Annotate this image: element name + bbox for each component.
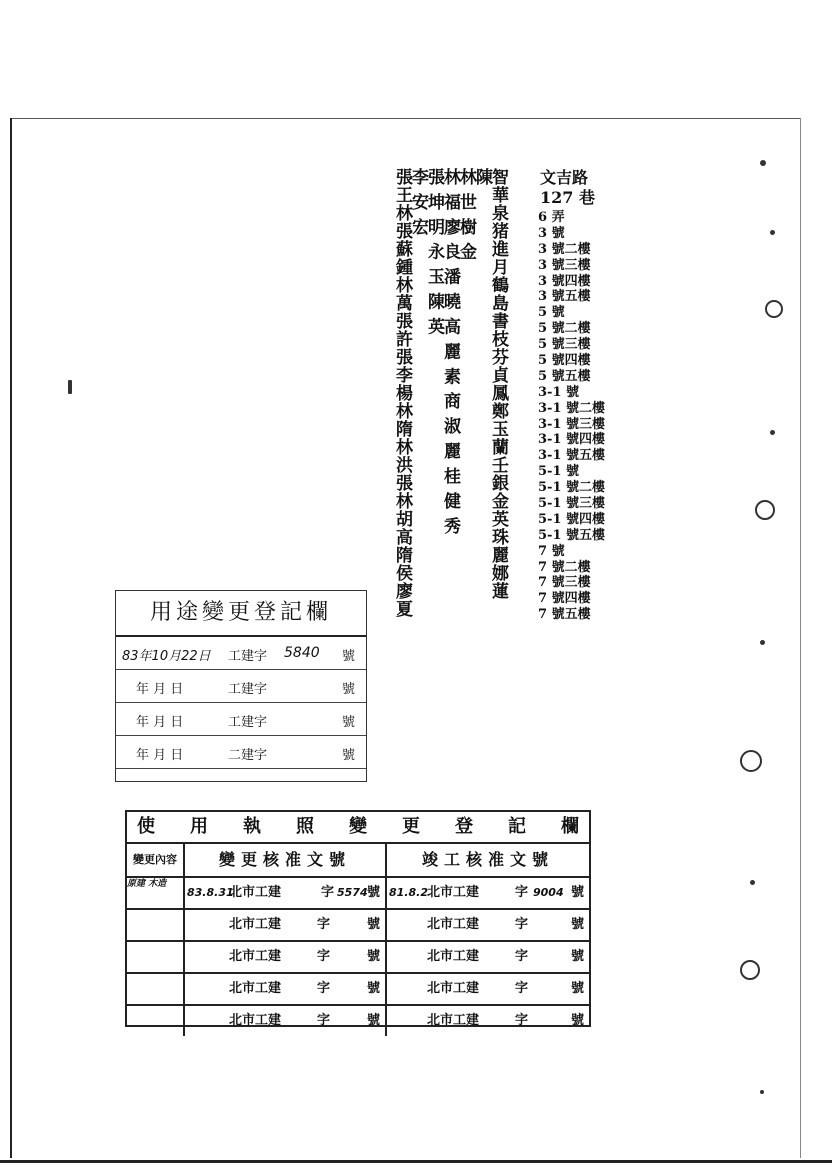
usage-stamp-row <box>116 703 366 736</box>
completion-org: 北市工建 <box>427 885 480 900</box>
completion-cell <box>387 942 589 972</box>
owner-name-column: 李 安 宏 <box>408 168 428 236</box>
title-char: 記 <box>508 816 526 837</box>
title-char: 使 <box>137 816 155 837</box>
approval-org: 北市工建 <box>229 981 282 996</box>
usage-suffix: 號 <box>342 715 356 730</box>
completion-cell <box>387 910 589 940</box>
approval-zi: 字 <box>317 949 331 964</box>
owner-name-column: 陳 <box>472 168 492 186</box>
approval-cell <box>185 974 387 1004</box>
usage-date: 年 月 日 <box>136 682 184 697</box>
change-content <box>127 910 185 940</box>
change-content <box>127 942 185 972</box>
address-list <box>538 210 638 623</box>
address-line: 5 號二樓 <box>538 321 591 337</box>
approval-cell <box>185 878 387 908</box>
approval-hao: 號 <box>367 949 381 964</box>
address-line: 3 號 <box>538 225 565 241</box>
title-char: 用 <box>190 816 208 837</box>
completion-hao: 號 <box>571 885 585 900</box>
address-lane: 127 巷 <box>540 188 595 207</box>
address-line: 3 號三樓 <box>538 257 591 273</box>
completion-zi: 字 <box>515 1013 529 1028</box>
title-char: 更 <box>402 816 420 837</box>
address-line: 5-1 號 <box>538 464 580 480</box>
usage-suffix: 號 <box>342 748 356 763</box>
address-line: 5-1 號二樓 <box>538 480 606 496</box>
completion-hao: 號 <box>571 949 585 964</box>
header-change-content: 變更內容 <box>127 844 185 876</box>
address-line: 3 號四樓 <box>538 273 591 289</box>
completion-hao: 號 <box>571 917 585 932</box>
license-stamp-header-row <box>127 844 589 878</box>
completion-zi: 字 <box>515 981 529 996</box>
usage-ref: 工建字 <box>228 715 268 730</box>
address-line: 6 弄 <box>538 210 565 225</box>
change-content <box>127 1006 185 1036</box>
usage-stamp-title: 用途變更登記欄 <box>116 591 366 637</box>
completion-date: 81.8.2 <box>389 886 428 899</box>
title-char: 執 <box>243 816 261 837</box>
address-line: 7 號 <box>538 543 565 559</box>
usage-stamp-row <box>116 637 366 670</box>
usage-ref: 二建字 <box>228 748 268 763</box>
address-line: 3 號二樓 <box>538 241 591 257</box>
address-line: 5 號三樓 <box>538 337 591 353</box>
usage-stamp-row <box>116 736 366 769</box>
address-line: 5 號五樓 <box>538 368 591 384</box>
approval-cell <box>185 1006 387 1036</box>
completion-hao: 號 <box>571 1013 585 1028</box>
usage-suffix: 號 <box>342 682 356 697</box>
change-content <box>127 974 185 1004</box>
completion-zi: 字 <box>515 885 529 900</box>
approval-hao: 號 <box>367 917 381 932</box>
address-line: 5 號四樓 <box>538 353 591 369</box>
change-content: 原建 木造 <box>127 878 185 908</box>
approval-zi: 字 <box>321 885 335 900</box>
completion-org: 北市工建 <box>427 1013 480 1028</box>
scan-speck <box>770 430 775 435</box>
address-line: 5-1 號五樓 <box>538 527 606 543</box>
completion-zi: 字 <box>515 949 529 964</box>
approval-date: 83.8.31 <box>187 886 234 899</box>
license-stamp-title <box>127 810 589 844</box>
usage-ref: 工建字 <box>228 649 268 664</box>
table-row <box>127 942 589 974</box>
completion-cell <box>387 974 589 1004</box>
approval-hao: 號 <box>367 1013 381 1028</box>
approval-zi: 字 <box>317 917 331 932</box>
page-border-right <box>800 118 801 1158</box>
address-line: 3-1 號二樓 <box>538 400 606 416</box>
address-line: 7 號二樓 <box>538 559 591 575</box>
license-change-stamp <box>125 810 591 1027</box>
usage-ref: 工建字 <box>228 682 268 697</box>
table-row <box>127 1006 589 1036</box>
address-line: 3-1 號三樓 <box>538 416 606 432</box>
table-row <box>127 974 589 1006</box>
scan-speck <box>760 160 766 166</box>
approval-org: 北市工建 <box>229 949 282 964</box>
scan-speck <box>755 500 775 520</box>
approval-num: 5574 <box>337 886 368 899</box>
approval-zi: 字 <box>317 981 331 996</box>
page-border-top <box>10 118 800 119</box>
address-line: 3-1 號四樓 <box>538 432 606 448</box>
completion-org: 北市工建 <box>427 981 480 996</box>
table-row <box>127 910 589 942</box>
table-row <box>127 878 589 910</box>
address-line: 3 號五樓 <box>538 289 591 305</box>
usage-suffix: 號 <box>342 649 356 664</box>
address-line: 7 號四樓 <box>538 591 591 607</box>
approval-hao: 號 <box>367 885 381 900</box>
approval-org: 北市工建 <box>229 885 282 900</box>
address-line: 3-1 號 <box>538 384 580 400</box>
title-char: 變 <box>349 816 367 837</box>
usage-num: 5840 <box>284 645 320 661</box>
address-line: 5-1 號三樓 <box>538 496 606 512</box>
approval-org: 北市工建 <box>229 1013 282 1028</box>
address-header <box>540 168 620 212</box>
title-char: 照 <box>296 816 314 837</box>
usage-stamp-row <box>116 670 366 703</box>
usage-change-stamp <box>115 590 367 782</box>
completion-hao: 號 <box>571 981 585 996</box>
approval-cell <box>185 910 387 940</box>
address-line: 7 號三樓 <box>538 575 591 591</box>
completion-cell <box>387 878 589 908</box>
scan-speck <box>750 880 755 885</box>
header-approval-number: 變更核准文號 <box>185 844 387 876</box>
scan-speck <box>760 640 765 645</box>
owner-name-column: 張王林張蘇鍾林萬張許張李楊林隋林洪張林胡高隋侯廖夏 <box>392 168 412 618</box>
owner-name-column: 智華泉猪進月鶴島書枝芬貞鳳鄭玉蘭壬銀金英珠麗娜蓮 <box>488 168 508 600</box>
scan-speck <box>760 1090 764 1094</box>
title-char: 欄 <box>561 816 579 837</box>
usage-date: 83年10月22日 <box>122 649 211 664</box>
owner-name-column: 張 坤 明 永 玉 陳 英 <box>424 168 444 336</box>
scan-speck <box>770 230 775 235</box>
header-completion-number: 竣工核准文號 <box>421 850 554 869</box>
address-street: 文吉路 <box>540 168 589 187</box>
scan-speck <box>765 300 783 318</box>
approval-zi: 字 <box>317 1013 331 1028</box>
page-border-bottom <box>0 1160 832 1163</box>
completion-num: 9004 <box>533 886 564 899</box>
address-line: 5 號 <box>538 305 565 321</box>
owner-names <box>392 168 508 618</box>
address-line: 7 號五樓 <box>538 607 591 623</box>
address-line: 3-1 號五樓 <box>538 448 606 464</box>
page-border-left <box>10 118 12 1158</box>
completion-org: 北市工建 <box>427 917 480 932</box>
usage-date: 年 月 日 <box>136 748 184 763</box>
scan-speck <box>68 380 72 394</box>
usage-date: 年 月 日 <box>136 715 184 730</box>
owner-name-column: 林 福 廖 良 潘 曉 高 麗 素 商 淑 麗 桂 健 秀 <box>440 168 460 535</box>
approval-hao: 號 <box>367 981 381 996</box>
completion-cell <box>387 1006 589 1036</box>
scan-speck <box>740 750 762 772</box>
approval-cell <box>185 942 387 972</box>
owner-name-column: 林 世 樹 金 <box>456 168 476 261</box>
completion-org: 北市工建 <box>427 949 480 964</box>
approval-org: 北市工建 <box>229 917 282 932</box>
title-char: 登 <box>455 816 473 837</box>
completion-zi: 字 <box>515 917 529 932</box>
scan-speck <box>740 960 760 980</box>
address-line: 5-1 號四樓 <box>538 511 606 527</box>
